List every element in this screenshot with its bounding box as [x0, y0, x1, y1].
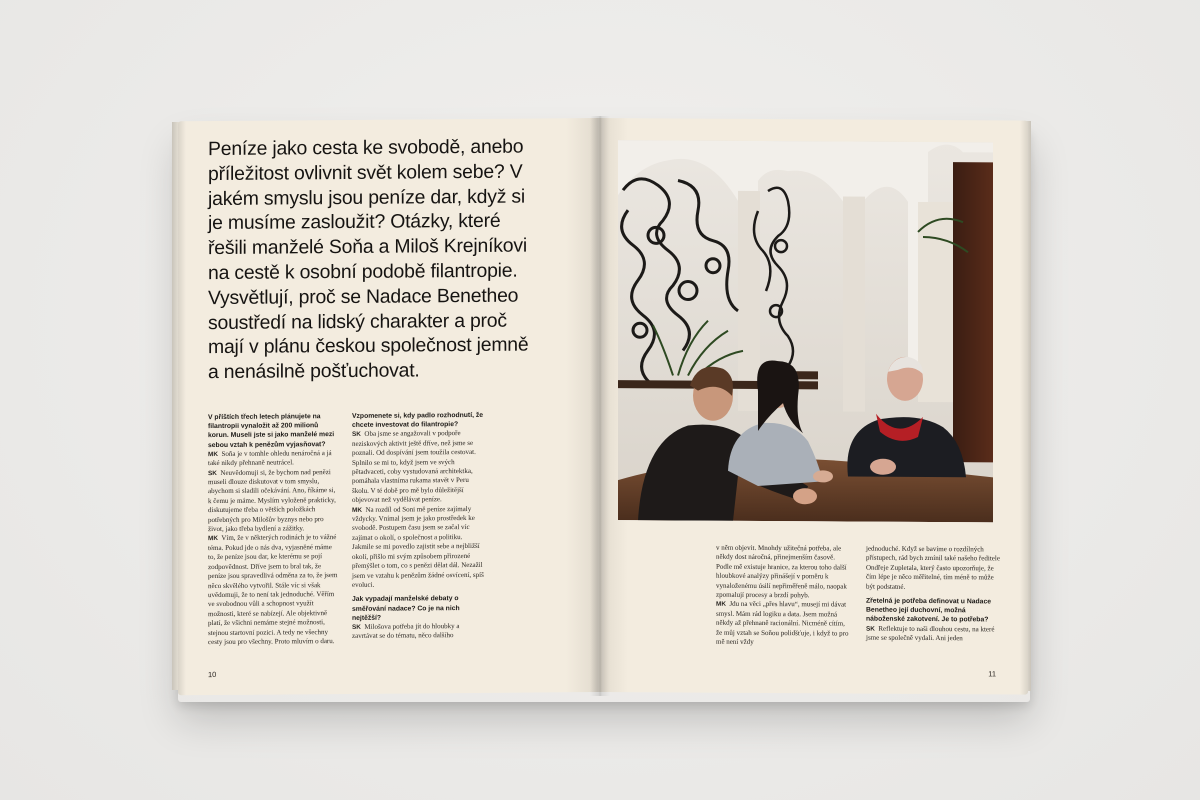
answer-text: Soňa je v tomhle ohledu nenáročná a já také nikdy přehnaně neutrácel. [208, 448, 332, 468]
answer-text: jednoduché. Když se bavíme o rozdílných přístupech, rád bych zmínil také našeho ředitele Ondřeje Zupletala, který často upozorňuje, že čím lépe je něco měřitelné, tím méně to může být podstatné. [866, 544, 1000, 591]
question: Jak vypadají manželské debaty o směřování nadace? Co je na nich nejtěžší? [352, 595, 460, 622]
door [953, 162, 993, 462]
speaker: SK [352, 623, 361, 631]
book-gutter [590, 116, 610, 696]
answer-text: v něm objevit. Mnohdy užitečná potřeba, ale někdy dost náročná, přinejmenším časově. Podle mě existuje hranice, za kterou toho další hloubkové analýzy přinášejí v poměru k vynaloženému úsilí nepřiměřeně málo, naopak zpomalují procesy a brzdí pohyb. [716, 543, 847, 600]
right-page [598, 118, 1028, 695]
answer [352, 622, 484, 642]
answer [208, 468, 340, 535]
page-number-right: 11 [988, 669, 996, 679]
answer [716, 600, 851, 648]
left-column-1 [208, 412, 340, 647]
left-page [178, 118, 598, 695]
interview-photo [618, 140, 993, 522]
question: Zřetelná je potřeba definovat u Nadace Benetheo její duchovní, možná náboženské zakotvení. Je to potřeba? [866, 597, 992, 624]
answer [208, 449, 340, 469]
speaker: MK [208, 535, 218, 543]
answer-text: Jdu na věci „přes hlavu“, musejí mi dávat smysl. Mám rád logiku a data. Jsem možná někdy až přehnaně racionální. Nicméně cítím, že můj vztah se Soňou polidšťuje, i když to pro mě není vždy [716, 600, 849, 647]
answer-text: Vím, že v některých rodinách je to vážné téma. Pokud jde o nás dva, vyjasněné máme to, že peníze jsou dar, ke kterému se pojí zodpovědnost. Dříve jsem to bral tak, že peníze jsou spravedlivá odměna za to, že jsem něco skvělého vytvořil. Stále víc si však uvědomuji, že to není tak jednoduché. Věřím ve svobodnou vůli a schopnost využít možnosti, které se nabízejí. Ale objektivně platí, že všichni nemáme stejné možnosti, stejnou startovní pozici. A tedy ne všechny cesty jsou pro všechny. Proto mluvím o daru. [208, 533, 338, 647]
left-column-2 [352, 411, 484, 642]
speaker: MK [208, 450, 218, 458]
speaker: MK [352, 506, 362, 514]
question: V příštích třech letech plánujete na filantropii vynaložit až 200 milionů korun. Museli jste si jako manželé mezi sebou vztah k penězům vyjasňovat? [208, 413, 335, 449]
answer [352, 505, 484, 591]
article-headline: Peníze jako cesta ke svobodě, anebo příležitost ovlivnit svět kolem sebe? V jakém smyslu jsou peníze dar, když si je musíme zasloužit? Otázky, které řešili manželé Soňa a Miloš Krejníkovi na cestě k osobní podobě filantropie. Vysvětlují, proč se Nadace Benetheo soustředí na lidský charakter a proč mají v plánu českou společnost jemně a nenásilně pošťuchovat. [208, 135, 529, 384]
speaker: MK [716, 601, 726, 609]
answer-text: Neuvědomuji si, že bychom nad penězi museli dlouze diskutovat v tom smyslu, abychom si sladili očekávání. Ano, říkáme si, k čemu je máme. Myslím vyloženě prakticky, diskutujeme třeba o větších položkách potřebných pro Milošův byznys nebo pro život, jako třeba bydlení a zážitky. [208, 467, 336, 534]
page-number-left: 10 [208, 669, 217, 680]
answer [352, 429, 484, 505]
speaker: SK [208, 469, 217, 477]
speaker: SK [866, 625, 875, 633]
speaker: SK [352, 431, 361, 439]
photo-illustration [618, 140, 993, 522]
answer [208, 533, 340, 647]
answer-text: Reflektuje to naši dlouhou cestu, na které jsme se společně vydali. Ani jeden [866, 624, 995, 643]
answer-text: Oba jsme se angažovali v podpoře neziskových aktivit ještě dříve, než jsme se poznali. Od dospívání jsem toužila cestovat. Splnilo se mi to, když jsem ve svých pětadvaceti, coby vystudovaná architektka, pomáhala vlastníma rukama stavět v Peru školu. V té době pro mě bylo důležitější objevovat než vydělávat peníze. [352, 429, 476, 505]
answer-text: Na rozdíl od Soni mě peníze zajímaly vždycky. Vnímal jsem je jako prostředek ke svobodě. Postupem času jsem se začal víc zajímat o okolí, o společnost a politiku. Jakmile se mi povedlo zajistit sebe a nejbližší okolí, přišlo mi svým způsobem přirozené přemýšlet o tom, co s penězi dělat dál. Nezažil jsem ve vztahu k penězům žádné osvícení, spíš evoluci. [352, 504, 484, 589]
right-column-2 [866, 545, 1001, 644]
right-column-1 [716, 544, 851, 648]
answer-text: Milošova potřeba jít do hloubky a zavrtávat se do tématu, něco dalšího [352, 622, 460, 641]
question: Vzpomenete si, kdy padlo rozhodnutí, že chcete investovat do filantropie? [352, 411, 484, 430]
answer [866, 624, 1001, 644]
